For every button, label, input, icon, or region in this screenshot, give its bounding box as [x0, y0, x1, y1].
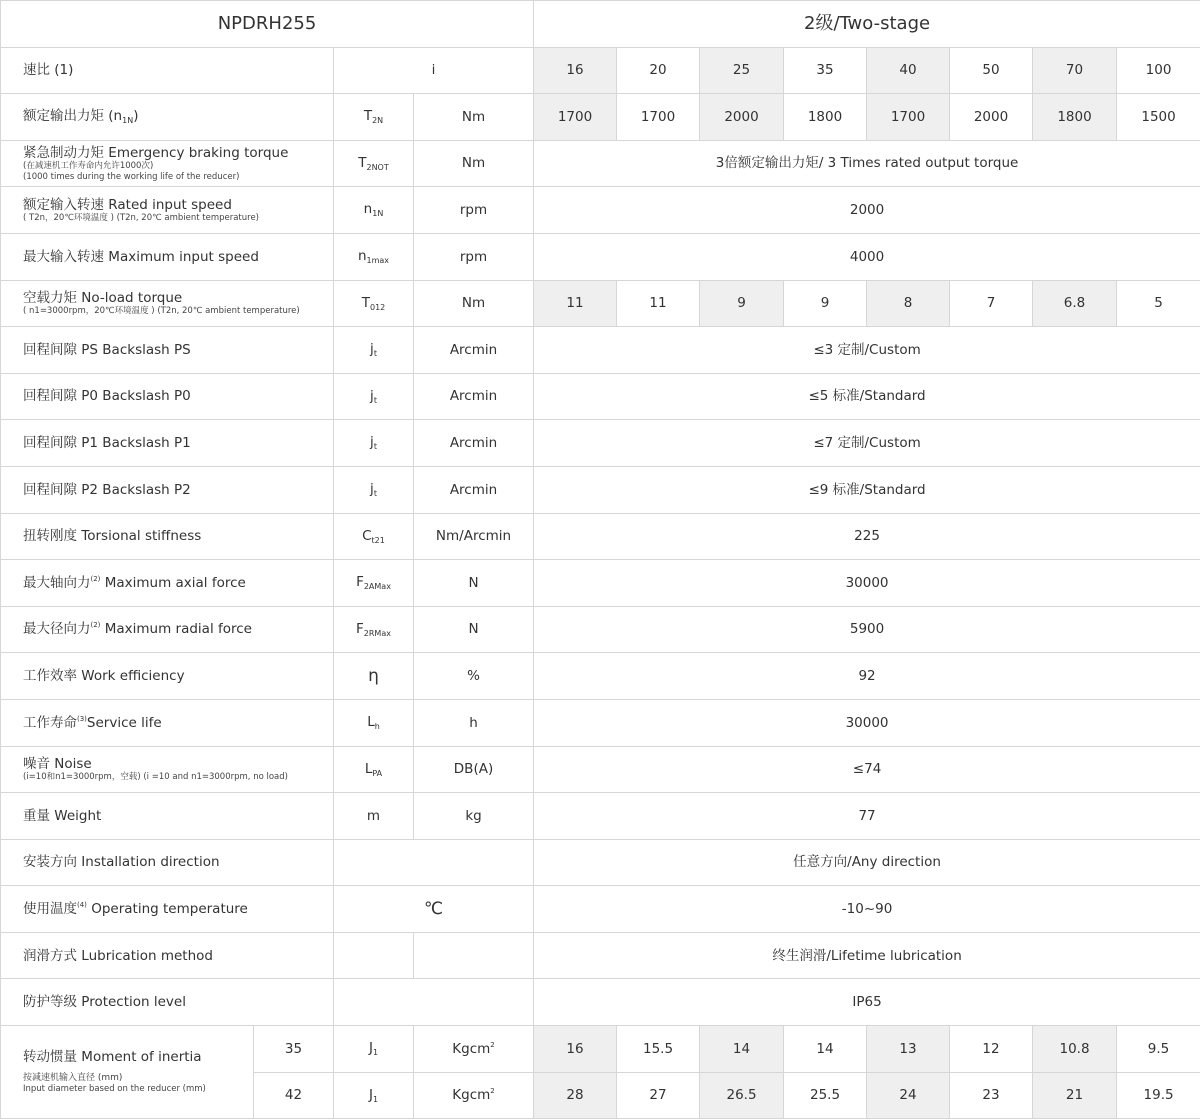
backlash-ps-unit: Arcmin	[414, 327, 534, 374]
protection-label: 防护等级 Protection level	[1, 979, 334, 1026]
protection-value: IP65	[534, 979, 1200, 1026]
installation-row	[1, 839, 1200, 886]
ratio-value: 70	[1033, 47, 1117, 94]
ratio-label: 速比 (1)	[1, 47, 334, 94]
rated-torque-unit: Nm	[414, 94, 534, 141]
backlash-p0-row	[1, 373, 1200, 420]
noload-torque-symbol: $T_{012}$	[334, 280, 414, 327]
lubrication-empty	[334, 932, 414, 979]
backlash-p2-symbol: $j_t$	[334, 466, 414, 513]
rated-torque-row	[1, 94, 1200, 141]
noload-torque-value: 9	[784, 280, 867, 327]
axial-force-row	[1, 560, 1200, 607]
backlash-p0-value: ≤5 标准/Standard	[534, 373, 1200, 420]
backlash-p1-label: 回程间隙 P1 Backslash P1	[1, 420, 334, 467]
installation-value: 任意方向/Any direction	[534, 839, 1200, 886]
emergency-torque-unit: Nm	[414, 140, 534, 187]
service-life-value: 30000	[534, 699, 1200, 746]
service-life-row	[1, 699, 1200, 746]
rated-torque-value: 2000	[950, 94, 1033, 141]
inertia-value: 21	[1033, 1072, 1117, 1119]
inertia-row	[1, 1026, 1200, 1073]
noise-row	[1, 746, 1200, 793]
inertia-value: 15.5	[617, 1026, 700, 1073]
emergency-torque-row	[1, 140, 1200, 187]
backlash-ps-symbol: $j_t$	[334, 327, 414, 374]
emergency-torque-symbol: $T_{2NOT}$	[334, 140, 414, 187]
noload-torque-value: 5	[1117, 280, 1200, 327]
backlash-p0-unit: Arcmin	[414, 373, 534, 420]
noload-torque-value: 6.8	[1033, 280, 1117, 327]
temperature-row	[1, 886, 1200, 933]
noise-value: ≤74	[534, 746, 1200, 793]
backlash-p0-label: 回程间隙 P0 Backslash P0	[1, 373, 334, 420]
ratio-symbol: i	[334, 47, 534, 94]
max-input-row	[1, 233, 1200, 280]
inertia-label: 转动惯量 Moment of inertia 按减速机输入直径 (mm) Input diameter based on the reducer (mm)	[1, 1026, 254, 1119]
ratio-value: 100	[1117, 47, 1200, 94]
noise-label: 噪音 Noise (i=10和n1=3000rpm，空载) (i =10 and n1=3000rpm, no load)	[1, 746, 334, 793]
stage-title: 2级/Two-stage	[534, 1, 1200, 48]
lubrication-value: 终生润滑/Lifetime lubrication	[534, 932, 1200, 979]
inertia-value: 26.5	[700, 1072, 784, 1119]
noload-torque-value: 11	[617, 280, 700, 327]
inertia-value: 10.8	[1033, 1026, 1117, 1073]
inertia-value: 13	[867, 1026, 950, 1073]
rated-torque-value: 2000	[700, 94, 784, 141]
weight-value: 77	[534, 793, 1200, 840]
backlash-p2-unit: Arcmin	[414, 466, 534, 513]
inertia-unit: Kgcm$^2$	[414, 1026, 534, 1073]
inertia-value: 14	[700, 1026, 784, 1073]
ratio-value: 40	[867, 47, 950, 94]
rated-torque-value: 1800	[1033, 94, 1117, 141]
backlash-p2-row	[1, 466, 1200, 513]
rated-torque-symbol: $T_{2N}$	[334, 94, 414, 141]
inertia-unit: Kgcm$^2$	[414, 1072, 534, 1119]
weight-symbol: m	[334, 793, 414, 840]
efficiency-value: 92	[534, 653, 1200, 700]
inertia-diameter: 35	[254, 1026, 334, 1073]
noload-torque-value: 9	[700, 280, 784, 327]
max-input-symbol: $n_{1max}$	[334, 233, 414, 280]
stiffness-symbol: $C_{t21}$	[334, 513, 414, 560]
inertia-value: 28	[534, 1072, 617, 1119]
rated-input-label: 额定输入转速 Rated input speed ( T2n，20℃环境温度 ) (T2n, 20℃ ambient temperature)	[1, 187, 334, 234]
noload-torque-label: 空载力矩 No-load torque ( n1=3000rpm，20℃环境温度 ) (T2n, 20℃ ambient temperature)	[1, 280, 334, 327]
ratio-value: 35	[784, 47, 867, 94]
stiffness-row	[1, 513, 1200, 560]
emergency-torque-label: 紧急制动力矩 Emergency braking torque (在减速机工作寿命内允许1000次) (1000 times during the working life of the reducer)	[1, 140, 334, 187]
installation-empty	[334, 839, 534, 886]
inertia-value: 24	[867, 1072, 950, 1119]
stiffness-unit: Nm/Arcmin	[414, 513, 534, 560]
service-life-symbol: $L_h$	[334, 699, 414, 746]
noload-torque-unit: Nm	[414, 280, 534, 327]
protection-empty	[334, 979, 534, 1026]
lubrication-label: 润滑方式 Lubrication method	[1, 932, 334, 979]
efficiency-label: 工作效率 Work efficiency	[1, 653, 334, 700]
noload-torque-row	[1, 280, 1200, 327]
backlash-p1-unit: Arcmin	[414, 420, 534, 467]
inertia-value: 19.5	[1117, 1072, 1200, 1119]
inertia-value: 25.5	[784, 1072, 867, 1119]
weight-label: 重量 Weight	[1, 793, 334, 840]
backlash-p0-symbol: $j_t$	[334, 373, 414, 420]
rated-input-symbol: $n_{1N}$	[334, 187, 414, 234]
inertia-value: 23	[950, 1072, 1033, 1119]
inertia-value: 14	[784, 1026, 867, 1073]
efficiency-symbol: η	[334, 653, 414, 700]
max-input-unit: rpm	[414, 233, 534, 280]
service-life-label: 工作寿命$^{(3)}$Service life	[1, 699, 334, 746]
rated-input-unit: rpm	[414, 187, 534, 234]
noise-symbol: $L_{PA}$	[334, 746, 414, 793]
inertia-diameter: 42	[254, 1072, 334, 1119]
max-input-value: 4000	[534, 233, 1200, 280]
installation-label: 安装方向 Installation direction	[1, 839, 334, 886]
backlash-p2-label: 回程间隙 P2 Backslash P2	[1, 466, 334, 513]
ratio-value: 50	[950, 47, 1033, 94]
backlash-p1-value: ≤7 定制/Custom	[534, 420, 1200, 467]
rated-input-value: 2000	[534, 187, 1200, 234]
max-input-label: 最大输入转速 Maximum input speed	[1, 233, 334, 280]
backlash-ps-value: ≤3 定制/Custom	[534, 327, 1200, 374]
noload-torque-value: 11	[534, 280, 617, 327]
service-life-unit: h	[414, 699, 534, 746]
stiffness-value: 225	[534, 513, 1200, 560]
header-row	[1, 1, 1200, 48]
backlash-p1-row	[1, 420, 1200, 467]
ratio-value: 20	[617, 47, 700, 94]
temperature-value: -10~90	[534, 886, 1200, 933]
noise-unit: DB(A)	[414, 746, 534, 793]
noload-torque-value: 7	[950, 280, 1033, 327]
efficiency-row	[1, 653, 1200, 700]
model-name: NPDRH255	[1, 1, 534, 48]
rated-torque-value: 1800	[784, 94, 867, 141]
rated-torque-value: 1700	[534, 94, 617, 141]
emergency-torque-value: 3倍额定输出力矩/ 3 Times rated output torque	[534, 140, 1200, 187]
rated-torque-value: 1500	[1117, 94, 1200, 141]
radial-force-label: 最大径向力$^{(2)}$ Maximum radial force	[1, 606, 334, 653]
axial-force-label: 最大轴向力$^{(2)}$ Maximum axial force	[1, 560, 334, 607]
inertia-value: 27	[617, 1072, 700, 1119]
rated-torque-value: 1700	[617, 94, 700, 141]
axial-force-value: 30000	[534, 560, 1200, 607]
noload-torque-value: 8	[867, 280, 950, 327]
temperature-label: 使用温度$^{(4)}$ Operating temperature	[1, 886, 334, 933]
inertia-value: 12	[950, 1026, 1033, 1073]
backlash-ps-row	[1, 327, 1200, 374]
stiffness-label: 扭转刚度 Torsional stiffness	[1, 513, 334, 560]
radial-force-row	[1, 606, 1200, 653]
lubrication-empty	[414, 932, 534, 979]
axial-force-symbol: $F_{2AMax}$	[334, 560, 414, 607]
rated-torque-value: 1700	[867, 94, 950, 141]
protection-row	[1, 979, 1200, 1026]
inertia-symbol: $J_1$	[334, 1072, 414, 1119]
inertia-symbol: $J_1$	[334, 1026, 414, 1073]
weight-row	[1, 793, 1200, 840]
backlash-ps-label: 回程间隙 PS Backslash PS	[1, 327, 334, 374]
radial-force-symbol: $F_{2RMax}$	[334, 606, 414, 653]
efficiency-unit: %	[414, 653, 534, 700]
weight-unit: kg	[414, 793, 534, 840]
radial-force-unit: N	[414, 606, 534, 653]
temperature-unit: ℃	[334, 886, 534, 933]
inertia-value: 9.5	[1117, 1026, 1200, 1073]
lubrication-row	[1, 932, 1200, 979]
radial-force-value: 5900	[534, 606, 1200, 653]
axial-force-unit: N	[414, 560, 534, 607]
inertia-value: 16	[534, 1026, 617, 1073]
backlash-p1-symbol: $j_t$	[334, 420, 414, 467]
rated-input-row	[1, 187, 1200, 234]
ratio-value: 25	[700, 47, 784, 94]
rated-torque-label: 额定输出力矩 $(n_{1N})$	[1, 94, 334, 141]
ratio-value: 16	[534, 47, 617, 94]
ratio-row	[1, 47, 1200, 94]
backlash-p2-value: ≤9 标准/Standard	[534, 466, 1200, 513]
